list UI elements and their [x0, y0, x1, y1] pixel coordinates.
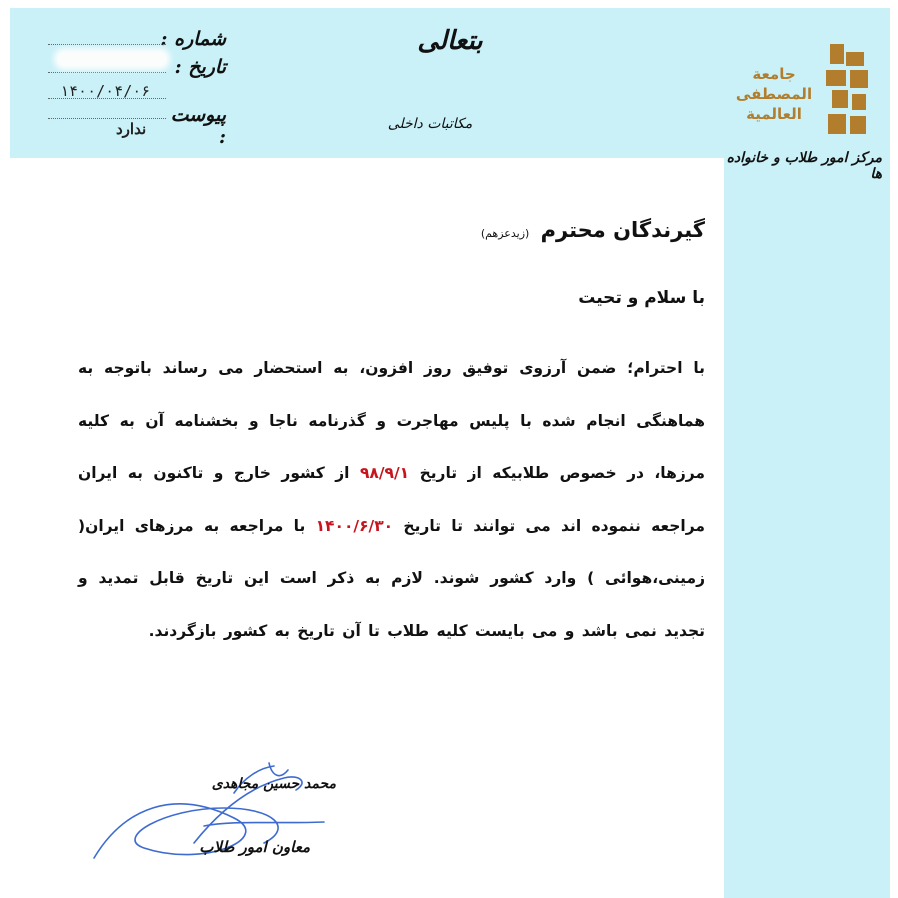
number-label: شماره :: [160, 28, 226, 50]
page-edge: [890, 0, 898, 898]
side-band: [724, 158, 890, 898]
signer-name: محمد حسین مجاهدی: [211, 776, 336, 792]
date-value: ۱۴۰۰/۰۴/۰۶: [60, 82, 151, 100]
attachment-line: [48, 118, 166, 119]
signature-image: [84, 748, 344, 878]
body-text: از کشور خارج و تاکنون به ایران مراجعه ننموده اند می توانند تا تاریخ: [78, 464, 705, 535]
letter-body: [78, 342, 705, 657]
start-date: ۹۸/۹/۱: [359, 464, 410, 482]
logo-icon: [822, 40, 872, 140]
correspondence-type: مکاتبات داخلی: [387, 116, 473, 132]
date-line-top: [48, 72, 166, 73]
recipients-honorific: (زیدعزهم): [480, 227, 530, 240]
attachment-value: ندارد: [116, 120, 147, 138]
basmala: بتعالی: [417, 26, 483, 56]
date-label: تاریخ :: [174, 56, 226, 78]
signer-title: معاون امور طلاب: [199, 838, 310, 856]
deadline-date: ۱۴۰۰/۶/۳۰: [315, 516, 394, 535]
org-name-line: جامعة: [752, 65, 796, 83]
body-text: با مراجعه به مرزهای ایران( زمینی،هوائی ) وارد کشور شوند. لازم به ذکر است این تاریخ قابل تمدید و تجدید نمی باشد و می بایست کلیه طلاب تا آن تاریخ به کشور بازگردند.: [78, 516, 705, 640]
org-name: [728, 64, 820, 124]
body-text: با احترام؛ ضمن آرزوی توفیق روز افزون، به استحضار می رساند باتوجه به هماهنگی انجام شده با پلیس مهاجرت و گذرنامه ناجا و بخشنامه آن به کلیه مرزها، در خصوص طلابیکه از تاریخ: [78, 359, 706, 482]
department-name: مرکز امور طلاب و خانواده ها: [726, 150, 882, 182]
org-name-line: العالمية: [746, 105, 802, 123]
recipients-heading: [481, 218, 705, 242]
date-line: [48, 98, 166, 99]
greeting: با سلام و تحیت: [578, 288, 705, 308]
recipients-text: گیرندگان محترم: [540, 218, 705, 242]
org-name-line: المصطفى: [735, 85, 813, 103]
redacted-area: [58, 52, 166, 66]
attachment-label: پیوست :: [170, 104, 226, 148]
number-line: [48, 44, 166, 45]
